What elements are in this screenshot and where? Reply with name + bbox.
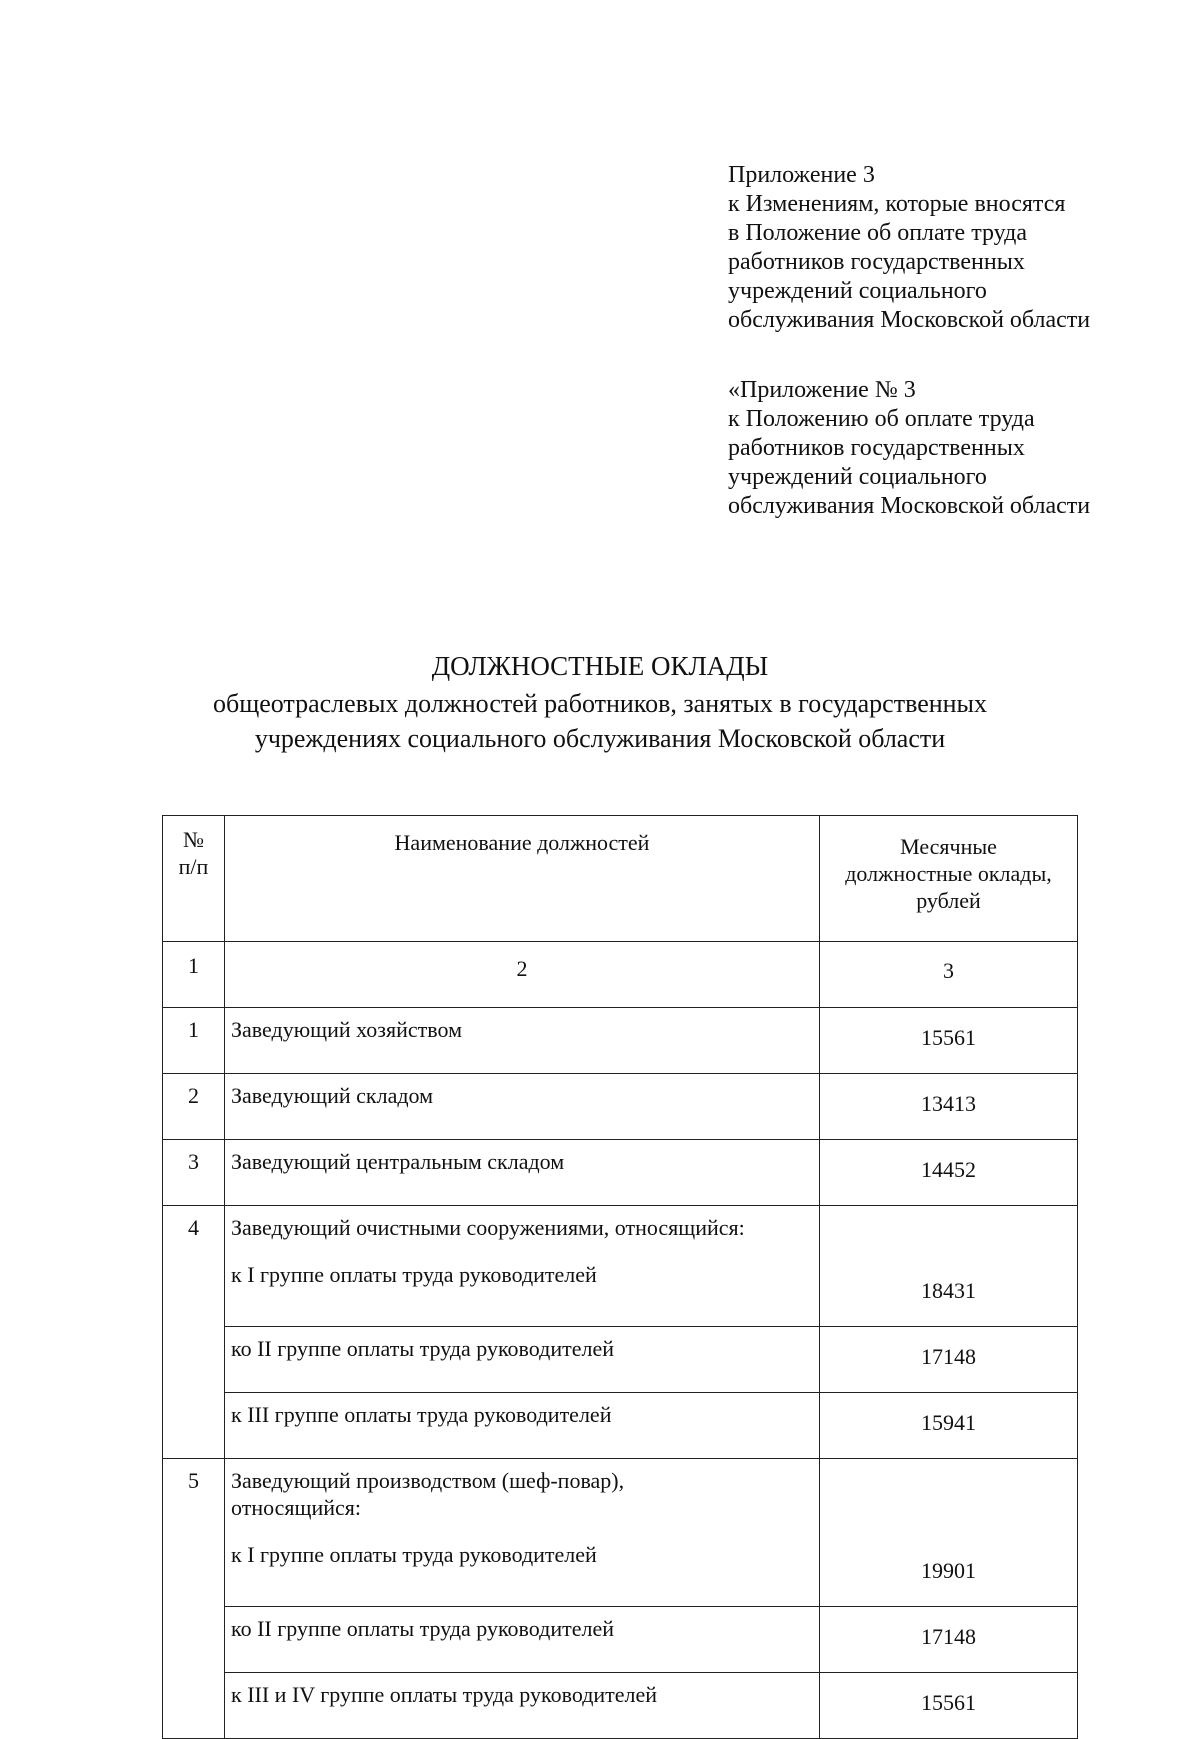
salary-value: 19901: [820, 1459, 1078, 1607]
row-number: 5: [163, 1459, 225, 1739]
row-number: 1: [163, 1008, 225, 1074]
column-number: 1: [163, 942, 225, 1008]
sub-position-name: ко II группе оплаты труда руководителей: [225, 1607, 820, 1673]
salary-value: 17148: [820, 1607, 1078, 1673]
row-number: 4: [163, 1206, 225, 1459]
sub-position-name: к I группе оплаты труда руководителей: [231, 1262, 597, 1287]
salary-value: 17148: [820, 1327, 1078, 1393]
table-header-row: [163, 816, 1078, 942]
salary-value: 18431: [820, 1206, 1078, 1327]
sub-position-name: к I группе оплаты труда руководителей: [231, 1542, 597, 1567]
column-number: 3: [820, 942, 1078, 1008]
salary-value: 13413: [820, 1074, 1078, 1140]
annex-line: Приложение 3: [728, 162, 875, 188]
column-numbers-row: [163, 942, 1078, 1008]
position-name: Заведующий центральным складом: [225, 1140, 820, 1206]
annex-quoted-line: «Приложение № 3: [728, 377, 916, 403]
position-name: Заведующий очистными сооружениями, относящийся: к I группе оплаты труда руководителей: [225, 1206, 820, 1327]
document-title: ДОЛЖНОСТНЫЕ ОКЛАДЫ: [431, 651, 769, 681]
header-monthly-salary: Месячные должностные оклады, рублей: [820, 816, 1078, 942]
salary-value: 14452: [820, 1140, 1078, 1206]
table-row-group: [163, 1459, 1078, 1607]
sub-position-name: к III и IV группе оплаты труда руководителей: [225, 1673, 820, 1739]
annex-line: работников государственных: [728, 249, 1025, 275]
annex-quoted-line: работников государственных: [728, 435, 1025, 461]
annex-quoted-line: обслуживания Московской области: [728, 493, 1091, 519]
table-row: [163, 1140, 1078, 1206]
annex-line: учреждений социального: [728, 278, 987, 304]
annex-reference: [728, 161, 1090, 335]
header-number: № п/п: [163, 816, 225, 942]
document-subtitle: учреждениях социального обслуживания Московской области: [254, 724, 946, 753]
document-subtitle: общеотраслевых должностей работников, занятых в государственных: [212, 689, 988, 718]
table-row: [163, 1607, 1078, 1673]
table-row: [163, 1074, 1078, 1140]
sub-position-name: к III группе оплаты труда руководителей: [225, 1393, 820, 1459]
position-name: Заведующий производством (шеф-повар), относящийся: к I группе оплаты труда руководителей: [225, 1459, 820, 1607]
table-row: [163, 1393, 1078, 1459]
position-name: Заведующий хозяйством: [225, 1008, 820, 1074]
salary-value: 15941: [820, 1393, 1078, 1459]
annex-line: в Положение об оплате труда: [728, 220, 1028, 246]
annex-quoted-line: учреждений социального: [728, 464, 987, 490]
column-number: 2: [225, 942, 820, 1008]
row-number: 3: [163, 1140, 225, 1206]
annex-line: к Изменениям, которые вносятся: [728, 191, 1066, 217]
salary-value: 15561: [820, 1673, 1078, 1739]
position-name: Заведующий складом: [225, 1074, 820, 1140]
salary-table: [162, 815, 1078, 1739]
header-position-name: Наименование должностей: [225, 816, 820, 942]
table-row: [163, 1327, 1078, 1393]
table-row-group: [163, 1206, 1078, 1327]
table-row: [163, 1008, 1078, 1074]
sub-position-name: ко II группе оплаты труда руководителей: [225, 1327, 820, 1393]
row-number: 2: [163, 1074, 225, 1140]
annex-quoted-line: к Положению об оплате труда: [728, 406, 1035, 432]
salary-value: 15561: [820, 1008, 1078, 1074]
annex-line: обслуживания Московской области: [728, 307, 1091, 333]
table-row: [163, 1673, 1078, 1739]
annex-quoted-reference: [728, 376, 1090, 521]
